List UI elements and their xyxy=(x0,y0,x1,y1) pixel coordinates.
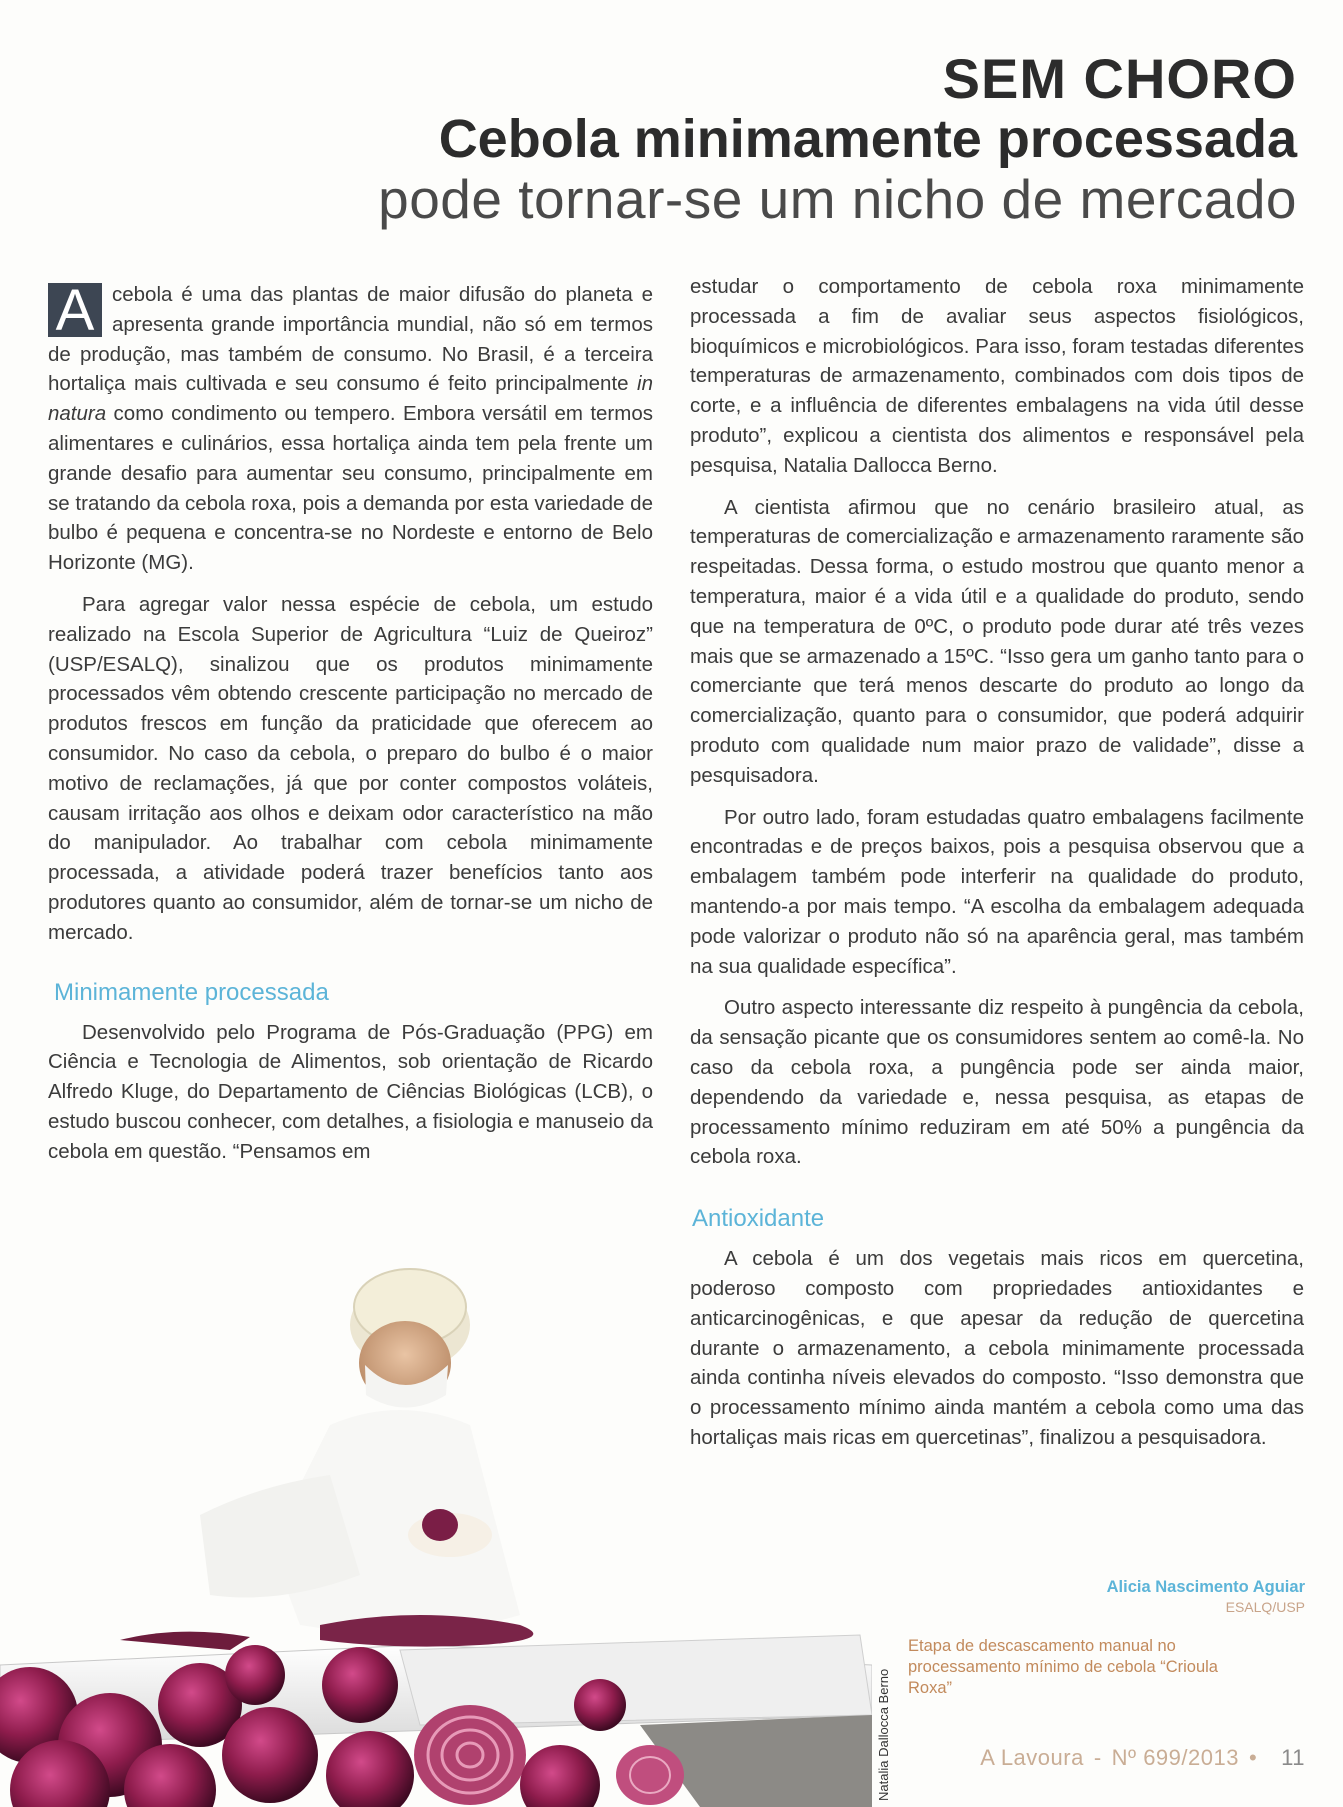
italic-term: in natura xyxy=(48,372,653,426)
subheadline: pode tornar-se um nicho de mercado xyxy=(378,168,1297,230)
footer-bullet: • xyxy=(1248,1745,1258,1770)
paragraph-text: cebola é uma das plantas de maior difusão do planeta e apresenta grande importância mundial, não só em termos de produção, mas também de consumo. No Brasil, é a terceira hortaliça mais cultivada e seu consumo é feito principalmente xyxy=(48,283,653,396)
paragraph: Outro aspecto interessante diz respeito à pungência da cebola, da sensação picante que os consumidores sentem ao comê-la. No caso da cebola roxa, a pungência pode ser ainda maior, dependendo da variedade e, nessa pesquisa, as etapas de processamento mínimo reduziram em até 50% a pungência da cebola roxa. xyxy=(690,996,1304,1169)
section-heading: Minimamente processada xyxy=(54,978,329,1006)
photo-caption: Etapa de descascamento manual no processamento mínimo de cebola “Crioula Roxa” xyxy=(908,1637,1218,1697)
paragraph xyxy=(48,280,653,578)
footer-separator: - xyxy=(1093,1745,1102,1770)
byline xyxy=(1107,1576,1305,1616)
paragraph: Desenvolvido pelo Programa de Pós-Graduação (PPG) em Ciência e Tecnologia de Alimentos, sob orientação de Ricardo Alfredo Kluge, do Departamento de Ciências Biológicas (LCB), o estudo buscou conhecer, com detalhes, a fisiologia e manuseio da cebola em questão. “Pensamos em xyxy=(48,1020,653,1163)
paragraph: Por outro lado, foram estudadas quatro embalagens facilmente encontradas e de preços baixos, pois a pesquisa observou que a embalagem também pode interferir na qualidade do produto, mantendo-a por mais tempo. “A escolha da embalagem adequada pode valorizar o produto não só na aparência geral, mas também na sua qualidade específica”. xyxy=(690,805,1304,978)
left-column xyxy=(48,280,653,1167)
section-heading: Antioxidante xyxy=(692,1205,825,1233)
author-institution: ESALQ/USP xyxy=(1225,1599,1305,1615)
page-number: 11 xyxy=(1281,1745,1305,1770)
issue-number: Nº 699/2013 xyxy=(1111,1745,1239,1770)
author-name: Alicia Nascimento Aguiar xyxy=(1106,1578,1305,1596)
paragraph: A cientista afirmou que no cenário brasileiro atual, as temperaturas de comercialização e armazenamento raramente são respeitadas. Dessa forma, o estudo mostrou que quanto menor a temperatura, maior é a vida útil e a qualidade do produto, sendo que na temperatura de 0ºC, o produto pode durar até três vezes mais que se armazenado a 15ºC. “Isso gera um ganho tanto para o comerciante que terá menos descarte do produto ao longo da comercialização, quanto para o consumidor, que poderá adquirir produto com qualidade num maior prazo de validade”, disse a pesquisadora. xyxy=(690,495,1304,787)
photo-onion-peeling xyxy=(0,1245,872,1807)
paragraph-text: como condimento ou tempero. Embora versátil em termos alimentares e culinários, essa hortaliça ainda tem pela frente um grande desafio para aumentar seu consumo, principalmente em se tratando da cebola roxa, pois a demanda por esta variedade de bulbo é pequena e concentra-se no Nordeste e entorno de Belo Horizonte (MG). xyxy=(48,402,653,575)
paragraph: Para agregar valor nessa espécie de cebola, um estudo realizado na Escola Superior de Agricultura “Luiz de Queiroz” (USP/ESALQ), sinalizou que os produtos minimamente processados vêm obtendo crescente participação no mercado de produtos frescos em função da praticidade que oferecem ao consumidor. No caso da cebola, o preparo do bulbo é o maior motivo de reclamações, já que por conter compostos voláteis, causam irritação aos olhos e deixam odor característico na mão do manipulador. Ao trabalhar com cebola minimamente processada, a atividade poderá trazer benefícios tanto aos produtores quanto ao consumidor, além de tornar-se um nicho de mercado. xyxy=(48,592,653,944)
paragraph: A cebola é um dos vegetais mais ricos em quercetina, poderoso composto com propriedades antioxidantes e anticarcinogênicas, e que apesar da redução de quercetina durante o armazenamento, a cebola minimamente processada ainda continha níveis elevados do composto. “Isso demonstra que o processamento mínimo ainda mantém a cebola como uma das hortaliças mais ricas em quercetinas”, finalizou a pesquisadora. xyxy=(690,1247,1304,1449)
title-kicker: SEM CHORO xyxy=(942,47,1297,110)
page-footer xyxy=(980,1745,1305,1771)
photo-illustration xyxy=(0,1245,872,1807)
paragraph: estudar o comportamento de cebola roxa minimamente processada a fim de avaliar seus aspectos fisiológicos, bioquímicos e microbiológicos. Para isso, foram testadas diferentes temperaturas de armazenamento, combinados com dois tipos de corte, e a influência de diferentes embalagens na vida útil desse produto”, explicou a cientista dos alimentos e responsável pela pesquisa, Natalia Dallocca Berno. xyxy=(690,275,1304,477)
magazine-name: A Lavoura xyxy=(980,1745,1084,1770)
article-header xyxy=(97,48,1297,230)
photo-credit-text: Natalia Dallocca Berno xyxy=(876,1668,891,1801)
photo-credit xyxy=(872,1630,894,1805)
headline: Cebola minimamente processada xyxy=(438,109,1297,169)
drop-cap: A xyxy=(48,283,102,337)
